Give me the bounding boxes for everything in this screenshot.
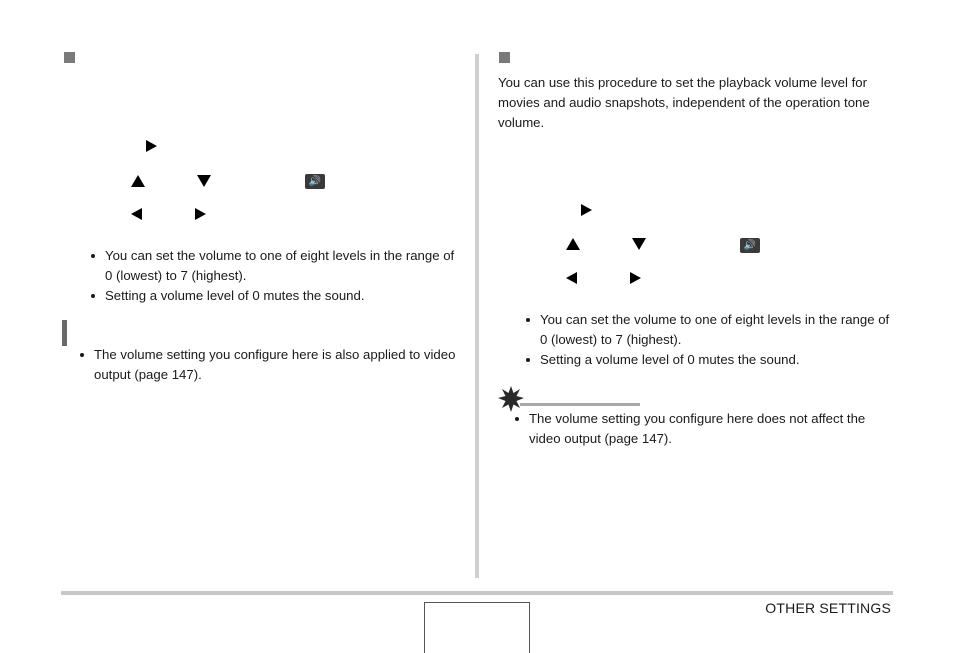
section-marker-icon: [64, 52, 75, 63]
list-item: Setting a volume level of 0 mutes the sound.: [89, 286, 464, 306]
list-item: The volume setting you configure here does not affect the video output (page 147).: [513, 409, 893, 449]
intro-paragraph: You can use this procedure to set the playback volume level for movies and audio snapshots, independent of the operation tone volume.: [498, 75, 870, 130]
note-bullets: [78, 345, 463, 385]
list-item: You can set the volume to one of eight levels in the range of 0 (lowest) to 7 (highest).: [524, 310, 894, 350]
list-item: You can set the volume to one of eight levels in the range of 0 (lowest) to 7 (highest).: [89, 246, 464, 286]
speaker-icon: 🔊: [305, 174, 325, 189]
up-arrow-icon: [566, 238, 580, 250]
right-arrow-icon: [146, 140, 157, 152]
down-arrow-icon: [632, 238, 646, 250]
volume-bullets: [524, 310, 894, 370]
volume-bullets: [89, 246, 464, 306]
left-arrow-icon: [566, 272, 577, 284]
up-arrow-icon: [131, 175, 145, 187]
down-arrow-icon: [197, 175, 211, 187]
left-arrow-icon: [131, 208, 142, 220]
important-divider: [520, 403, 640, 406]
right-arrow-icon: [195, 208, 206, 220]
footer-section-title: OTHER SETTINGS: [765, 600, 891, 616]
page-number-box: [424, 602, 530, 653]
list-item: Setting a volume level of 0 mutes the sound.: [524, 350, 894, 370]
list-item: The volume setting you configure here is also applied to video output (page 147).: [78, 345, 463, 385]
section-marker-icon: [499, 52, 510, 63]
important-bullets: [513, 409, 893, 449]
note-marker: [62, 320, 67, 346]
footer-rule: [61, 591, 893, 595]
speaker-icon: 🔊: [740, 238, 760, 253]
right-arrow-icon: [630, 272, 641, 284]
column-divider: [475, 54, 479, 578]
right-arrow-icon: [581, 204, 592, 216]
